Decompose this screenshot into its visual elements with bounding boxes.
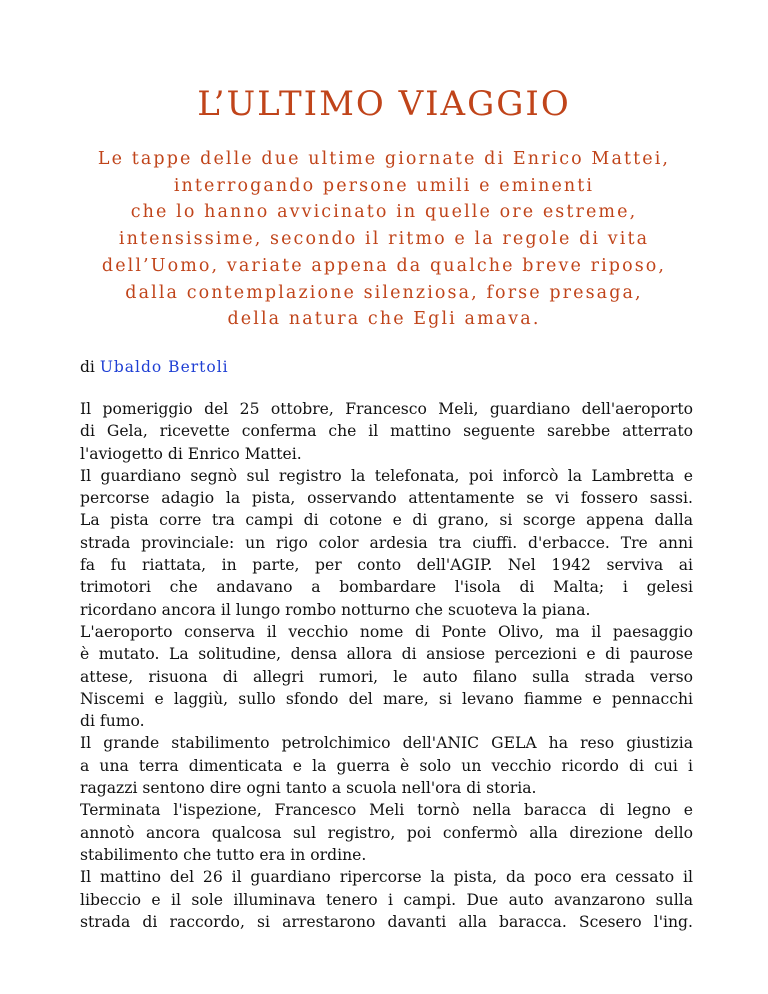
author-link[interactable]: Ubaldo Bertoli — [99, 358, 229, 376]
subtitle-line: interrogando persone umili e eminenti — [173, 175, 595, 196]
body-line: strada di raccordo, si arrestarono davanti alla baracca. Scesero l'ing. — [80, 912, 693, 931]
article-body — [80, 398, 693, 933]
body-line: ragazzi sentono dire ogni tanto a scuola nell'ora di storia. — [80, 779, 537, 798]
body-line: annotò ancora qualcosa sul registro, poi confermò alla direzione dello — [80, 823, 693, 842]
body-line: libeccio e il sole illuminava tenero i campi. Due auto avanzarono sulla — [80, 890, 693, 909]
byline — [80, 358, 229, 376]
body-line: ricordano ancora il lungo rombo notturno che scuoteva la piana. — [80, 600, 591, 619]
article-subtitle — [60, 146, 708, 333]
body-line: Il pomeriggio del 25 ottobre, Francesco Meli, guardiano dell'aeroporto — [80, 400, 693, 418]
body-line: di fumo. — [80, 712, 145, 731]
body-line: fa fu riattata, in parte, per conto dell'AGIP. Nel 1942 serviva ai — [80, 556, 693, 575]
body-line: attese, risuona di allegri rumori, le auto filano sulla strada verso — [80, 667, 693, 686]
body-line: Il guardiano segnò sul registro la telefonata, poi inforcò la Lambretta e — [80, 466, 693, 485]
body-line: a una terra dimenticata e la guerra è solo un vecchio ricordo di cui i — [80, 756, 693, 775]
subtitle-line: dell’Uomo, variate appena da qualche breve riposo, — [101, 255, 667, 276]
body-line: Niscemi e laggiù, sullo sfondo del mare, si levano fiamme e pennacchi — [80, 689, 693, 708]
body-line: di Gela, ricevette conferma che il mattino seguente sarebbe atterrato — [80, 422, 693, 441]
subtitle-line: dalla contemplazione silenziosa, forse presaga, — [125, 282, 643, 303]
body-line: Terminata l'ispezione, Francesco Meli tornò nella baracca di legno e — [80, 801, 693, 820]
body-line: Il grande stabilimento petrolchimico dell'ANIC GELA ha reso giustizia — [80, 734, 693, 753]
article-title: L’ULTIMO VIAGGIO — [197, 84, 571, 124]
body-line: strada provinciale: un rigo color ardesia tra ciuffi. d'erbacce. Tre anni — [80, 533, 693, 552]
body-line: La pista corre tra campi di cotone e di grano, si scorge appena dalla — [80, 511, 693, 530]
body-line: è mutato. La solitudine, densa allora di ansiose percezioni e di paurose — [80, 645, 693, 664]
subtitle-line: intensissime, secondo il ritmo e la regole di vita — [118, 229, 650, 250]
byline-prefix: di — [80, 358, 100, 376]
subtitle-line: della natura che Egli amava. — [227, 309, 541, 330]
body-line: l'aviogetto di Enrico Mattei. — [80, 444, 302, 463]
body-line: stabilimento che tutto era in ordine. — [80, 845, 367, 864]
subtitle-line: Le tappe delle due ultime giornate di Enrico Mattei, — [97, 149, 671, 169]
subtitle-line: che lo hanno avvicinato in quelle ore estreme, — [130, 202, 638, 223]
body-line: Il mattino del 26 il guardiano ripercorse la pista, da poco era cessato il — [80, 868, 693, 887]
body-line: percorse adagio la pista, osservando attentamente se vi fossero sassi. — [80, 489, 693, 508]
body-line: trimotori che andavano a bombardare l'isola di Malta; i gelesi — [80, 578, 693, 597]
body-line: L'aeroporto conserva il vecchio nome di Ponte Olivo, ma il paesaggio — [80, 622, 693, 641]
